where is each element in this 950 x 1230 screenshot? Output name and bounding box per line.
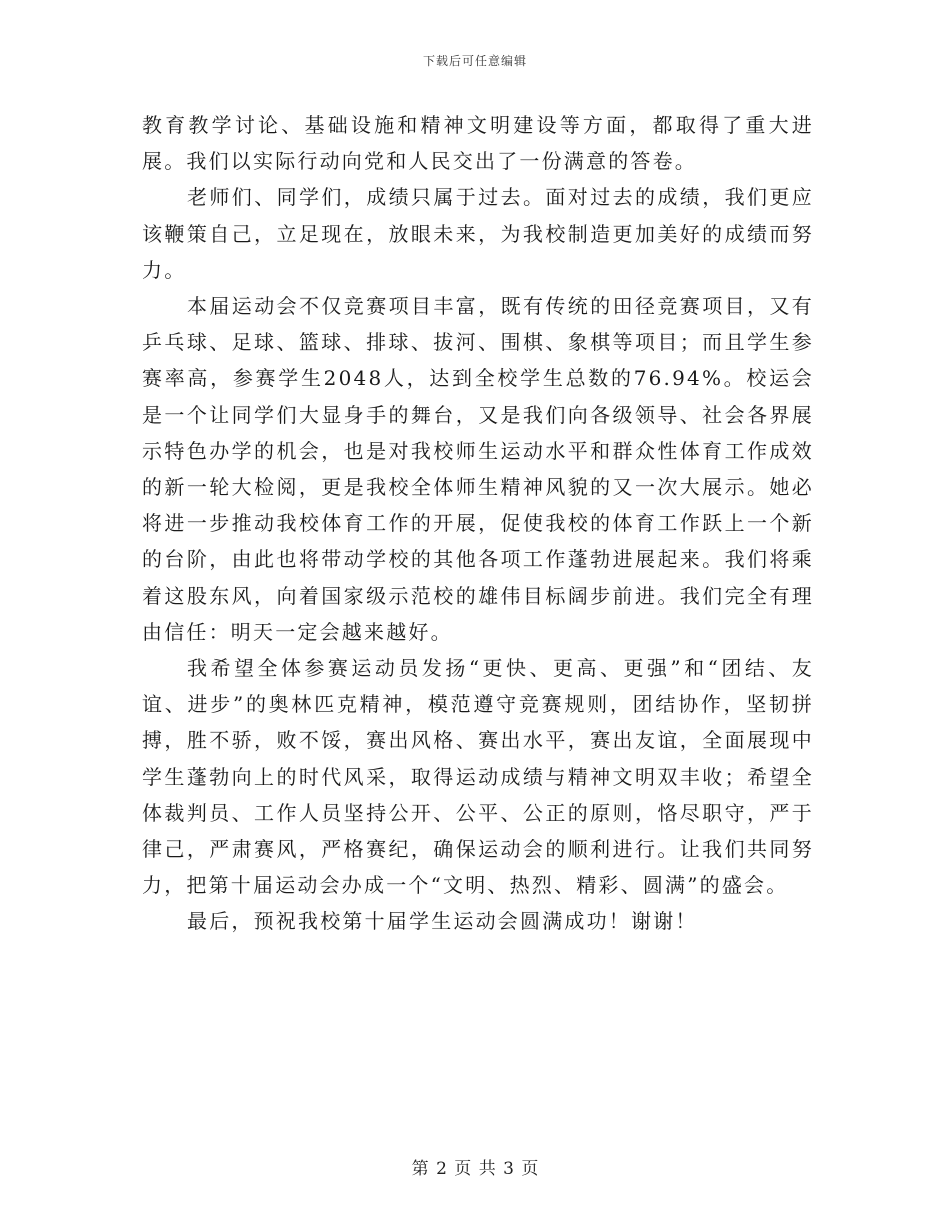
document-body: [142, 107, 814, 940]
paragraph: 教育教学讨论、基础设施和精神文明建设等方面，都取得了重大进展。我们以实际行动向党和人民交出了一份满意的答卷。: [142, 113, 814, 174]
paragraph: 老师们、同学们，成绩只属于过去。面对过去的成绩，我们更应该鞭策自己，立足现在，放眼未来，为我校制造更加美好的成绩而努力。: [142, 185, 814, 282]
paragraph: 最后，预祝我校第十届学生运动会圆满成功！谢谢！: [187, 909, 698, 934]
page-number-footer: 第 2 页 共 3 页: [411, 1159, 539, 1179]
header-note: 下载后可任意编辑: [422, 54, 527, 68]
paragraph: 我希望全体参赛运动员发扬“更快、更高、更强”和“团结、友谊、进步”的奥林匹克精神，模范遵守竞赛规则，团结协作，坚韧拼搏，胜不骄，败不馁，赛出风格、赛出水平，赛出友谊，全面展现中学生蓬勃向上的时代风采，取得运动成绩与精神文明双丰收；希望全体裁判员、工作人员坚持公开、公平、公正的原则，恪尽职守，严于律己，严肃赛风，严格赛纪，确保运动会的顺利进行。让我们共同努力，把第十届运动会办成一个“文明、热烈、精彩、圆满”的盛会。: [142, 656, 814, 898]
paragraph: 本届运动会不仅竞赛项目丰富，既有传统的田径竞赛项目，又有乒乓球、足球、篮球、排球、拔河、围棋、象棋等项目；而且学生参赛率高，参赛学生2048人，达到全校学生总数的76.94%。校运会是一个让同学们大显身手的舞台，又是我们向各级领导、社会各界展示特色办学的机会，也是对我校师生运动水平和群众性体育工作成效的新一轮大检阅，更是我校全体师生精神风貌的又一次大展示。她必将进一步推动我校体育工作的开展，促使我校的体育工作跃上一个新的台阶，由此也将带动学校的其他各项工作蓬勃进展起来。我们将乘着这股东风，向着国家级示范校的雄伟目标阔步前进。我们完全有理由信任：明天一定会越来越好。: [142, 294, 814, 644]
